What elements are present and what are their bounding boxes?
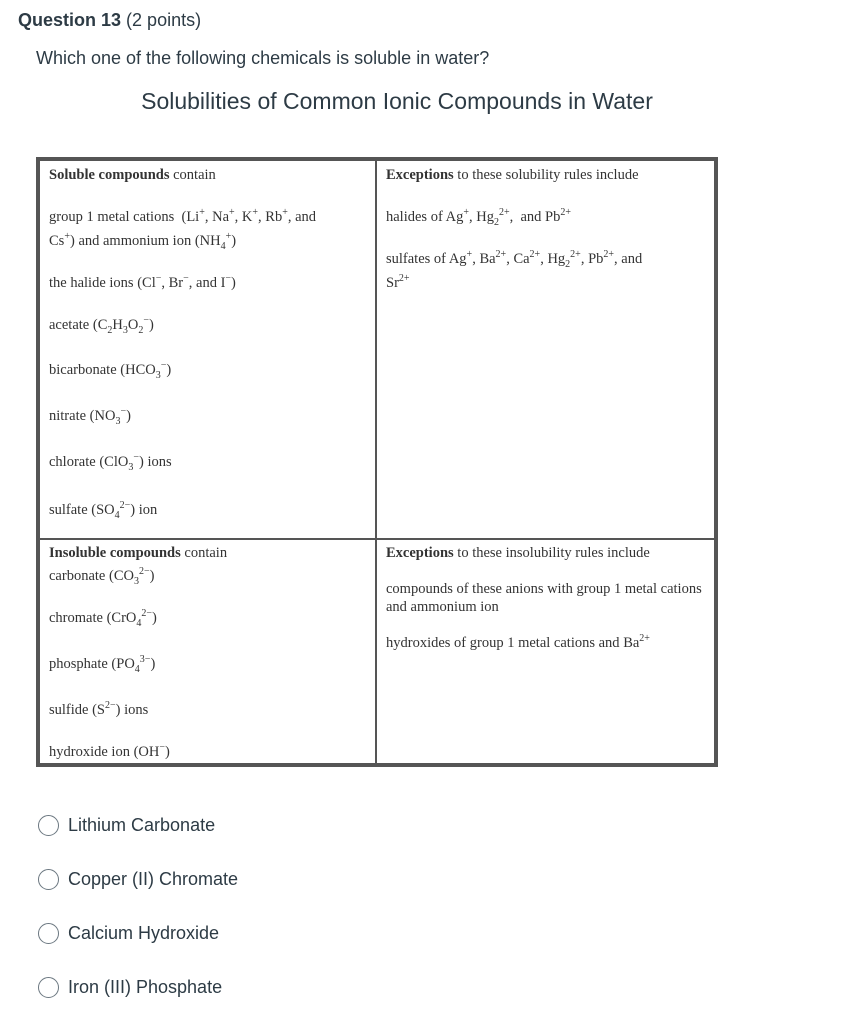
- halide-text: the halide ions: [49, 275, 134, 291]
- sulfates-exception-text: sulfates of: [386, 251, 446, 267]
- choice-calcium-hydroxide[interactable]: [38, 918, 219, 948]
- soluble-heading-bold: Soluble compounds: [49, 167, 170, 183]
- soluble-exceptions-cell: [377, 161, 714, 540]
- phosphate-text: phosphate: [49, 656, 108, 672]
- radio-button-icon[interactable]: [38, 923, 59, 944]
- chlorate-suffix: ions: [147, 454, 172, 470]
- bicarbonate-text: bicarbonate: [49, 362, 117, 378]
- choice-label[interactable]: Iron (III) Phosphate: [68, 976, 223, 997]
- halides-exception-text: halides of: [386, 209, 443, 225]
- hydroxide-text: hydroxide ion: [49, 744, 130, 760]
- chromate-line: chromate (CrO$_4^{2-}$): [49, 608, 157, 629]
- sulfates-exception-line-2: $Sr^{2+}$: [386, 273, 410, 291]
- insoluble-exceptions-heading: [386, 544, 650, 562]
- insoluble-exceptions-cell: [377, 540, 714, 763]
- group1-text: group 1 metal cations: [49, 209, 175, 225]
- insoluble-heading-bold: Insoluble compounds: [49, 545, 181, 561]
- chlorate-text: chlorate: [49, 454, 96, 470]
- group1-line-2: Cs+) and ammonium ion $(NH_4^+)$: [49, 231, 237, 252]
- question-text: Which one of the following chemicals is soluble in water?: [36, 48, 490, 68]
- ammonium-text: and ammonium ion: [78, 233, 192, 249]
- halides-exception-line: halides of Ag+, $Hg_2^{2+}$, and $Pb^{2+}$: [386, 207, 571, 228]
- choice-iron-phosphate[interactable]: [38, 972, 222, 1002]
- insoluble-heading-rest: contain: [180, 545, 228, 561]
- carbonate-text: carbonate: [49, 568, 106, 584]
- radio-button-icon[interactable]: [38, 869, 59, 890]
- acetate-line: acetate $(C_2H_3O_2^-)$: [49, 315, 154, 336]
- sulfide-text: sulfide: [49, 702, 89, 718]
- anion-compounds-exception: compounds of these anions with group 1 metal cations and ammonium ion: [386, 581, 702, 615]
- choice-label[interactable]: Copper (II) Chromate: [68, 868, 239, 889]
- insoluble-exceptions-heading-rest: to these insolubility rules include: [453, 545, 650, 561]
- sulfide-line: sulfide $(S^{2-})$ ions: [49, 700, 149, 718]
- sulfates-exception-line: sulfates of Ag+, $Ba^{2+}$, $Ca^{2+}$, $Hg_2^{2+}$, $Pb^{2+}$, and: [386, 249, 643, 270]
- choice-label[interactable]: Lithium Carbonate: [68, 814, 216, 835]
- soluble-heading: [49, 166, 216, 184]
- carbonate-line: carbonate $(CO_3^{2-})$: [49, 566, 155, 587]
- radio-button-icon[interactable]: [38, 977, 59, 998]
- choice-label[interactable]: Calcium Hydroxide: [68, 922, 220, 943]
- sulfate-suffix: ion: [138, 502, 158, 518]
- question-points: (2 points): [126, 10, 202, 30]
- hydroxides-exception-text: hydroxides of group 1 metal cations and: [386, 635, 620, 651]
- sulfide-suffix: ions: [124, 702, 149, 718]
- soluble-exceptions-heading-bold: Exceptions: [386, 167, 454, 183]
- question-header: [18, 10, 201, 31]
- hydroxides-exception-line: hydroxides of group 1 metal cations and $Ba^{2+}$: [386, 633, 650, 651]
- group1-line: group 1 metal cations (Li+, Na+, K+, Rb+, and: [49, 207, 317, 225]
- question-number: Question 13: [18, 10, 122, 30]
- phosphate-line: phosphate $(PO_4^{3-})$: [49, 654, 156, 675]
- chlorate-line: chlorate (ClO$_3$−) ions: [49, 452, 172, 473]
- table-title: Solubilities of Common Ionic Compounds in Water: [141, 88, 653, 114]
- radio-button-icon[interactable]: [38, 815, 59, 836]
- acetate-text: acetate: [49, 317, 90, 333]
- insoluble-compounds-cell: [40, 540, 377, 763]
- soluble-compounds-cell: [40, 161, 377, 540]
- soluble-exceptions-heading-rest: to these solubility rules include: [453, 167, 639, 183]
- bicarbonate-line: bicarbonate $(HCO_3^-)$: [49, 360, 172, 381]
- halide-line: the halide ions (Cl−, Br−, and I−): [49, 273, 236, 291]
- soluble-exceptions-heading: [386, 166, 639, 184]
- soluble-heading-rest: contain: [169, 167, 216, 183]
- sulfate-line: sulfate $(SO_4^{2-})$ ion: [49, 500, 158, 521]
- solubility-table: [36, 157, 718, 767]
- hydroxide-line: hydroxide ion (OH−): [49, 742, 170, 760]
- insoluble-heading: [49, 544, 227, 562]
- nitrate-text: nitrate: [49, 408, 87, 424]
- choice-copper-chromate[interactable]: [38, 864, 238, 894]
- insoluble-exceptions-heading-bold: Exceptions: [386, 545, 454, 561]
- nitrate-line: nitrate $(NO_3^-)$: [49, 406, 131, 427]
- chromate-text: chromate: [49, 610, 103, 626]
- choice-lithium-carbonate[interactable]: [38, 810, 215, 840]
- sulfate-text: sulfate: [49, 502, 88, 518]
